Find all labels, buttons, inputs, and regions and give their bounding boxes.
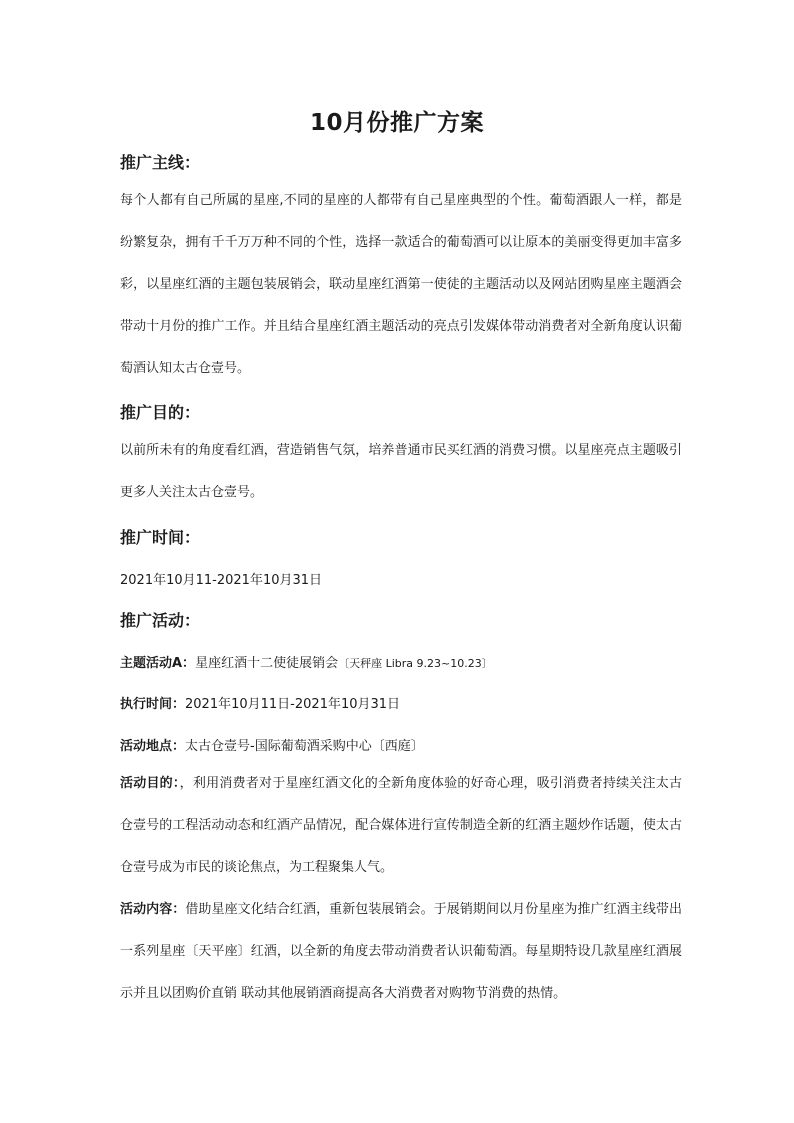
content-label: 活动内容： bbox=[120, 902, 186, 917]
paragraph-purpose: 以前所未有的角度看红酒，营造销售气氛，培养普通市民买红酒的消费习惯。以星座亮点主题吸引更多人关注太古仓壹号。 bbox=[120, 443, 682, 500]
venue-line bbox=[120, 735, 690, 754]
content-value: 借助星座文化结合红酒，重新包装展销会。于展销期间以月份星座为推广红酒主线带出一系列星座〔天平座〕红酒，以全新的角度去带动消费者认识葡萄酒。每星期特设几款星座红酒展示并且以团购价直销 联动其他展销酒商提高各大消费者对购物节消费的热情。 bbox=[120, 902, 682, 1001]
goal-paragraph bbox=[120, 763, 682, 889]
heading-time: 推广时间： bbox=[120, 528, 201, 547]
goal-value: ，利用消费者对于星座红酒文化的全新角度体验的好奇心理，吸引消费者持续关注太古仓壹号的工程活动动态和红酒产品情况，配合媒体进行宣传制造全新的红酒主题炒作话题，使太古仓壹号成为市民的谈论焦点，为工程聚集人气。 bbox=[120, 776, 682, 875]
content-paragraph bbox=[120, 889, 682, 1015]
theme-activity-note: 〔天秤座 Libra 9.23~10.23〕 bbox=[338, 657, 493, 670]
theme-activity-label: 主题活动A： bbox=[120, 656, 196, 671]
exec-time-label: 执行时间： bbox=[120, 697, 186, 712]
heading-mainline: 推广主线： bbox=[120, 153, 201, 172]
heading-activity: 推广活动： bbox=[120, 611, 201, 630]
page-title: 10月份推广方案 bbox=[309, 110, 484, 136]
venue-label: 活动地点： bbox=[120, 739, 186, 754]
heading-purpose: 推广目的： bbox=[120, 403, 201, 422]
exec-time-value: 2021年10月11日-2021年10月31日 bbox=[185, 697, 401, 712]
paragraph-mainline: 每个人都有自己所属的星座,不同的星座的人都带有自己星座典型的个性。葡萄酒跟人一样，都是纷繁复杂，拥有千千万万种不同的个性，选择一款适合的葡萄酒可以让原本的美丽变得更加丰富多彩，以星座红酒的主题包装展销会，联动星座红酒第一使徒的主题活动以及网站团购星座主题酒会带动十月份的推广工作。并且结合星座红酒主题活动的亮点引发媒体带动消费者对全新角度认识葡萄酒认知太古仓壹号。 bbox=[120, 193, 682, 376]
theme-activity-value: 星座红酒十二使徒展销会 bbox=[195, 656, 339, 671]
exec-time-line bbox=[120, 693, 690, 712]
venue-value: 太古仓壹号-国际葡萄酒采购中心〔西庭〕 bbox=[185, 739, 424, 754]
paragraph-time: 2021年10月11-2021年10月31日 bbox=[120, 573, 323, 588]
goal-label: 活动目的： bbox=[120, 776, 180, 791]
theme-activity-line bbox=[120, 652, 690, 671]
